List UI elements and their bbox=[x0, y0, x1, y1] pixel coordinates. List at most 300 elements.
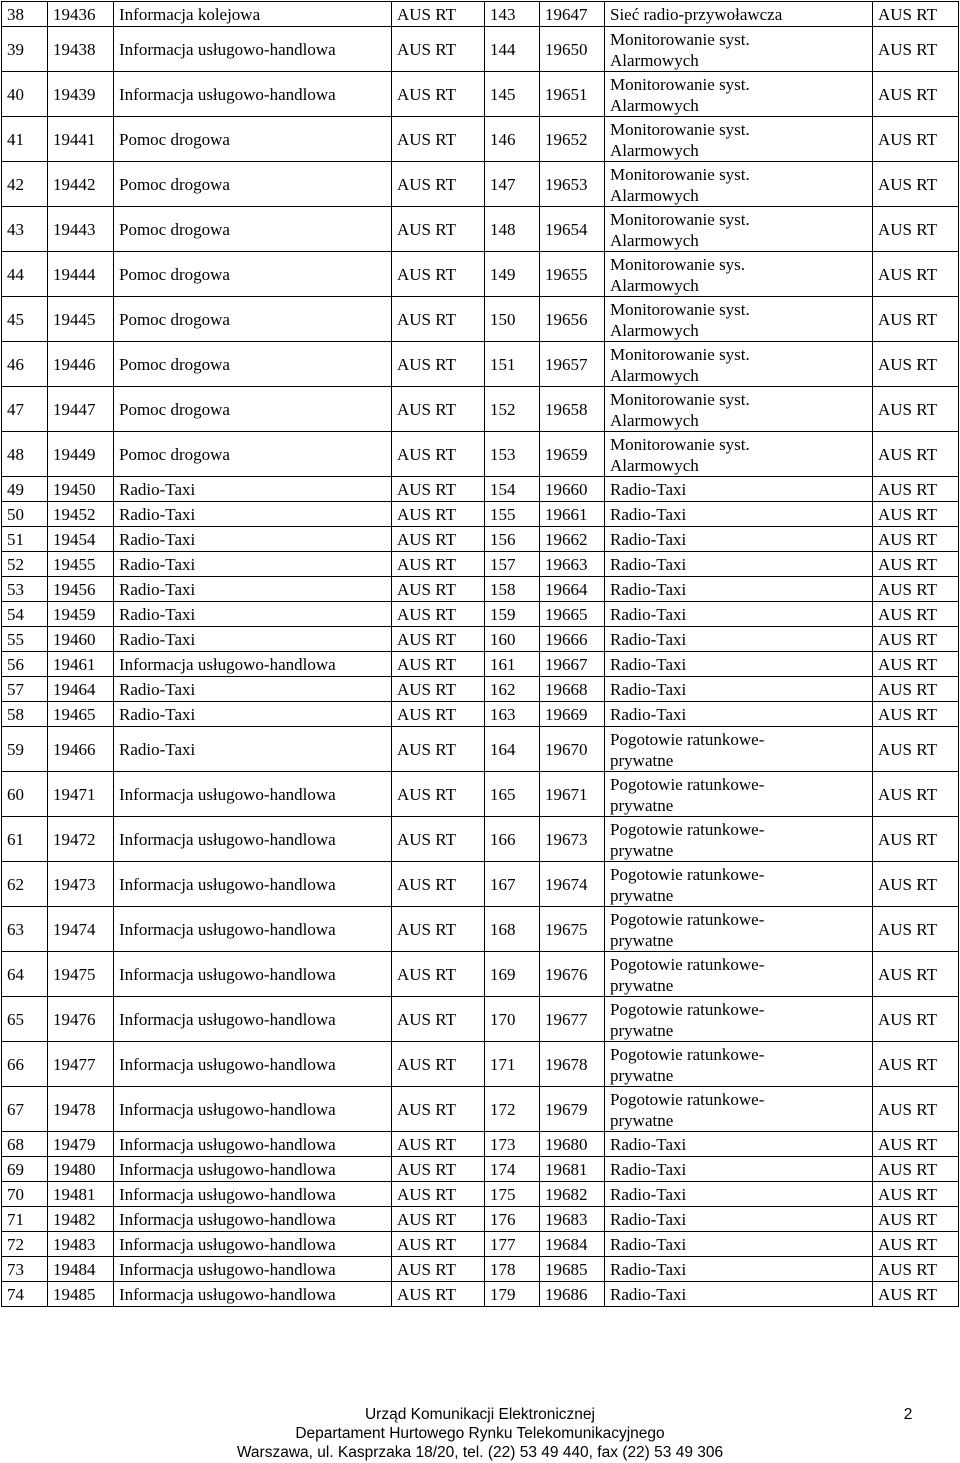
right-operator: AUS RT bbox=[873, 387, 959, 432]
left-number-code: 19452 bbox=[48, 502, 114, 527]
service-name-line: Pogotowie ratunkowe- bbox=[610, 775, 765, 794]
service-name-line: Monitorowanie syst. bbox=[610, 390, 750, 409]
right-operator: AUS RT bbox=[873, 577, 959, 602]
right-number-code: 19651 bbox=[540, 72, 605, 117]
table-row bbox=[2, 1087, 959, 1132]
right-row-number: 155 bbox=[485, 502, 540, 527]
table-row bbox=[2, 477, 959, 502]
left-row-number: 65 bbox=[2, 997, 48, 1042]
table-row bbox=[2, 1282, 959, 1307]
left-number-code: 19466 bbox=[48, 727, 114, 772]
right-operator: AUS RT bbox=[873, 1232, 959, 1257]
table-row bbox=[2, 602, 959, 627]
right-row-number: 165 bbox=[485, 772, 540, 817]
left-operator: AUS RT bbox=[392, 297, 485, 342]
right-row-number: 156 bbox=[485, 527, 540, 552]
table-row bbox=[2, 1257, 959, 1282]
right-row-number: 166 bbox=[485, 817, 540, 862]
left-row-number: 45 bbox=[2, 297, 48, 342]
service-name-line: Monitorowanie syst. bbox=[610, 300, 750, 319]
right-operator: AUS RT bbox=[873, 1157, 959, 1182]
right-number-code: 19666 bbox=[540, 627, 605, 652]
table-row bbox=[2, 1232, 959, 1257]
left-service-name: Pomoc drogowa bbox=[114, 297, 392, 342]
service-name-line: Monitorowanie syst. bbox=[610, 345, 750, 364]
left-service-name: Radio-Taxi bbox=[114, 627, 392, 652]
right-operator: AUS RT bbox=[873, 817, 959, 862]
right-row-number: 170 bbox=[485, 997, 540, 1042]
footer-department: Departament Hurtowego Rynku Telekomunikacyjnego bbox=[295, 1425, 665, 1442]
service-name-line: Radio-Taxi bbox=[610, 604, 687, 624]
left-service-name: Informacja usługowo-handlowa bbox=[114, 997, 392, 1042]
table-row bbox=[2, 1157, 959, 1182]
right-row-number: 146 bbox=[485, 117, 540, 162]
service-name-line: prywatne bbox=[610, 841, 674, 860]
table-row bbox=[2, 1042, 959, 1087]
left-service-name: Pomoc drogowa bbox=[114, 117, 392, 162]
left-number-code: 19464 bbox=[48, 677, 114, 702]
table-row bbox=[2, 2, 959, 27]
left-operator: AUS RT bbox=[392, 652, 485, 677]
left-row-number: 41 bbox=[2, 117, 48, 162]
table-row bbox=[2, 727, 959, 772]
right-number-code: 19661 bbox=[540, 502, 605, 527]
left-row-number: 74 bbox=[2, 1282, 48, 1307]
left-service-name: Informacja usługowo-handlowa bbox=[114, 907, 392, 952]
right-operator: AUS RT bbox=[873, 1257, 959, 1282]
left-number-code: 19454 bbox=[48, 527, 114, 552]
table-row bbox=[2, 297, 959, 342]
left-service-name: Informacja usługowo-handlowa bbox=[114, 1087, 392, 1132]
left-operator: AUS RT bbox=[392, 862, 485, 907]
left-row-number: 63 bbox=[2, 907, 48, 952]
right-operator: AUS RT bbox=[873, 952, 959, 997]
left-number-code: 19476 bbox=[48, 997, 114, 1042]
right-operator: AUS RT bbox=[873, 1207, 959, 1232]
service-name-line: Radio-Taxi bbox=[610, 679, 687, 699]
right-number-code: 19670 bbox=[540, 727, 605, 772]
footer-office-name: Urząd Komunikacji Elektronicznej bbox=[364, 1406, 595, 1423]
left-row-number: 55 bbox=[2, 627, 48, 652]
right-service-name bbox=[605, 502, 873, 527]
right-operator: AUS RT bbox=[873, 162, 959, 207]
right-service-name bbox=[605, 952, 873, 997]
right-number-code: 19683 bbox=[540, 1207, 605, 1232]
right-row-number: 164 bbox=[485, 727, 540, 772]
right-row-number: 163 bbox=[485, 702, 540, 727]
right-row-number: 161 bbox=[485, 652, 540, 677]
page-footer bbox=[0, 1405, 960, 1462]
left-service-name: Radio-Taxi bbox=[114, 677, 392, 702]
left-row-number: 58 bbox=[2, 702, 48, 727]
right-row-number: 157 bbox=[485, 552, 540, 577]
left-row-number: 48 bbox=[2, 432, 48, 477]
left-number-code: 19442 bbox=[48, 162, 114, 207]
table-row bbox=[2, 1132, 959, 1157]
service-name-line: Radio-Taxi bbox=[610, 579, 687, 599]
left-row-number: 72 bbox=[2, 1232, 48, 1257]
left-number-code: 19439 bbox=[48, 72, 114, 117]
service-name-line: Radio-Taxi bbox=[610, 1259, 687, 1279]
left-row-number: 69 bbox=[2, 1157, 48, 1182]
right-service-name bbox=[605, 772, 873, 817]
left-operator: AUS RT bbox=[392, 627, 485, 652]
left-operator: AUS RT bbox=[392, 1282, 485, 1307]
table-row bbox=[2, 527, 959, 552]
right-row-number: 154 bbox=[485, 477, 540, 502]
service-name-line: Alarmowych bbox=[610, 411, 699, 430]
table-row bbox=[2, 27, 959, 72]
right-number-code: 19656 bbox=[540, 297, 605, 342]
left-row-number: 56 bbox=[2, 652, 48, 677]
right-number-code: 19675 bbox=[540, 907, 605, 952]
right-row-number: 150 bbox=[485, 297, 540, 342]
service-name-line: Pogotowie ratunkowe- bbox=[610, 955, 765, 974]
left-number-code: 19459 bbox=[48, 602, 114, 627]
right-number-code: 19674 bbox=[540, 862, 605, 907]
service-name-line: Pogotowie ratunkowe- bbox=[610, 1090, 765, 1109]
right-service-name bbox=[605, 1282, 873, 1307]
left-row-number: 42 bbox=[2, 162, 48, 207]
left-service-name: Informacja usługowo-handlowa bbox=[114, 1182, 392, 1207]
right-row-number: 153 bbox=[485, 432, 540, 477]
right-operator: AUS RT bbox=[873, 652, 959, 677]
left-operator: AUS RT bbox=[392, 477, 485, 502]
left-service-name: Informacja usługowo-handlowa bbox=[114, 1257, 392, 1282]
right-service-name bbox=[605, 342, 873, 387]
right-row-number: 143 bbox=[485, 2, 540, 27]
right-operator: AUS RT bbox=[873, 252, 959, 297]
right-service-name bbox=[605, 1132, 873, 1157]
right-service-name bbox=[605, 27, 873, 72]
left-operator: AUS RT bbox=[392, 72, 485, 117]
right-operator: AUS RT bbox=[873, 1282, 959, 1307]
right-number-code: 19664 bbox=[540, 577, 605, 602]
right-row-number: 174 bbox=[485, 1157, 540, 1182]
service-name-line: Alarmowych bbox=[610, 321, 699, 340]
right-number-code: 19663 bbox=[540, 552, 605, 577]
right-operator: AUS RT bbox=[873, 727, 959, 772]
right-number-code: 19653 bbox=[540, 162, 605, 207]
right-operator: AUS RT bbox=[873, 1087, 959, 1132]
left-row-number: 44 bbox=[2, 252, 48, 297]
right-service-name bbox=[605, 1087, 873, 1132]
right-service-name bbox=[605, 1182, 873, 1207]
left-number-code: 19471 bbox=[48, 772, 114, 817]
table-row bbox=[2, 652, 959, 677]
footer-address: Warszawa, ul. Kasprzaka 18/20, tel. (22) 53 49 440, fax (22) 53 49 306 bbox=[236, 1444, 724, 1461]
service-name-line: Radio-Taxi bbox=[610, 504, 687, 524]
table-row bbox=[2, 162, 959, 207]
right-row-number: 144 bbox=[485, 27, 540, 72]
right-operator: AUS RT bbox=[873, 552, 959, 577]
left-service-name: Informacja usługowo-handlowa bbox=[114, 72, 392, 117]
table-row bbox=[2, 627, 959, 652]
right-operator: AUS RT bbox=[873, 342, 959, 387]
left-service-name: Radio-Taxi bbox=[114, 702, 392, 727]
left-row-number: 47 bbox=[2, 387, 48, 432]
service-name-line: Pogotowie ratunkowe- bbox=[610, 910, 765, 929]
left-operator: AUS RT bbox=[392, 387, 485, 432]
right-row-number: 160 bbox=[485, 627, 540, 652]
table-row bbox=[2, 432, 959, 477]
service-name-line: Monitorowanie syst. bbox=[610, 165, 750, 184]
service-name-line: Radio-Taxi bbox=[610, 1284, 687, 1304]
right-number-code: 19679 bbox=[540, 1087, 605, 1132]
left-service-name: Radio-Taxi bbox=[114, 552, 392, 577]
right-row-number: 152 bbox=[485, 387, 540, 432]
right-row-number: 176 bbox=[485, 1207, 540, 1232]
left-number-code: 19484 bbox=[48, 1257, 114, 1282]
right-service-name bbox=[605, 162, 873, 207]
right-row-number: 178 bbox=[485, 1257, 540, 1282]
right-row-number: 168 bbox=[485, 907, 540, 952]
right-number-code: 19686 bbox=[540, 1282, 605, 1307]
right-row-number: 177 bbox=[485, 1232, 540, 1257]
left-service-name: Radio-Taxi bbox=[114, 727, 392, 772]
left-number-code: 19465 bbox=[48, 702, 114, 727]
service-name-line: Alarmowych bbox=[610, 456, 699, 475]
service-name-line: prywatne bbox=[610, 931, 674, 950]
right-operator: AUS RT bbox=[873, 1182, 959, 1207]
left-operator: AUS RT bbox=[392, 207, 485, 252]
left-operator: AUS RT bbox=[392, 2, 485, 27]
right-operator: AUS RT bbox=[873, 527, 959, 552]
left-service-name: Informacja usługowo-handlowa bbox=[114, 952, 392, 997]
left-number-code: 19477 bbox=[48, 1042, 114, 1087]
right-row-number: 173 bbox=[485, 1132, 540, 1157]
left-number-code: 19455 bbox=[48, 552, 114, 577]
left-operator: AUS RT bbox=[392, 727, 485, 772]
service-name-line: Monitorowanie syst. bbox=[610, 75, 750, 94]
right-row-number: 162 bbox=[485, 677, 540, 702]
table-row bbox=[2, 1182, 959, 1207]
service-name-line: Pogotowie ratunkowe- bbox=[610, 1000, 765, 1019]
table-row bbox=[2, 252, 959, 297]
left-number-code: 19473 bbox=[48, 862, 114, 907]
left-service-name: Radio-Taxi bbox=[114, 527, 392, 552]
left-service-name: Pomoc drogowa bbox=[114, 252, 392, 297]
right-service-name bbox=[605, 602, 873, 627]
right-service-name bbox=[605, 552, 873, 577]
service-name-line: Pogotowie ratunkowe- bbox=[610, 730, 765, 749]
service-name-line: prywatne bbox=[610, 751, 674, 770]
left-row-number: 38 bbox=[2, 2, 48, 27]
right-number-code: 19671 bbox=[540, 772, 605, 817]
left-row-number: 53 bbox=[2, 577, 48, 602]
right-service-name bbox=[605, 862, 873, 907]
left-number-code: 19449 bbox=[48, 432, 114, 477]
service-name-line: Alarmowych bbox=[610, 231, 699, 250]
left-service-name: Radio-Taxi bbox=[114, 602, 392, 627]
right-service-name bbox=[605, 527, 873, 552]
table-row bbox=[2, 207, 959, 252]
left-operator: AUS RT bbox=[392, 1207, 485, 1232]
right-service-name bbox=[605, 117, 873, 162]
left-service-name: Pomoc drogowa bbox=[114, 162, 392, 207]
left-number-code: 19479 bbox=[48, 1132, 114, 1157]
left-operator: AUS RT bbox=[392, 907, 485, 952]
right-number-code: 19681 bbox=[540, 1157, 605, 1182]
left-operator: AUS RT bbox=[392, 552, 485, 577]
left-number-code: 19441 bbox=[48, 117, 114, 162]
right-service-name bbox=[605, 702, 873, 727]
left-service-name: Radio-Taxi bbox=[114, 577, 392, 602]
right-service-name bbox=[605, 1042, 873, 1087]
right-number-code: 19667 bbox=[540, 652, 605, 677]
right-operator: AUS RT bbox=[873, 117, 959, 162]
left-service-name: Informacja usługowo-handlowa bbox=[114, 1282, 392, 1307]
right-operator: AUS RT bbox=[873, 72, 959, 117]
right-operator: AUS RT bbox=[873, 677, 959, 702]
service-name-line: Radio-Taxi bbox=[610, 479, 687, 499]
left-number-code: 19483 bbox=[48, 1232, 114, 1257]
service-name-line: Pogotowie ratunkowe- bbox=[610, 865, 765, 884]
left-number-code: 19436 bbox=[48, 2, 114, 27]
left-row-number: 70 bbox=[2, 1182, 48, 1207]
left-service-name: Informacja usługowo-handlowa bbox=[114, 1132, 392, 1157]
right-service-name bbox=[605, 677, 873, 702]
left-row-number: 68 bbox=[2, 1132, 48, 1157]
left-operator: AUS RT bbox=[392, 1132, 485, 1157]
right-service-name bbox=[605, 297, 873, 342]
table-row bbox=[2, 577, 959, 602]
left-operator: AUS RT bbox=[392, 577, 485, 602]
right-row-number: 167 bbox=[485, 862, 540, 907]
right-number-code: 19659 bbox=[540, 432, 605, 477]
right-service-name bbox=[605, 652, 873, 677]
service-name-line: Pogotowie ratunkowe- bbox=[610, 820, 765, 839]
right-row-number: 147 bbox=[485, 162, 540, 207]
left-operator: AUS RT bbox=[392, 677, 485, 702]
service-name-line: Radio-Taxi bbox=[610, 1159, 687, 1179]
table-row bbox=[2, 907, 959, 952]
left-row-number: 43 bbox=[2, 207, 48, 252]
table-row bbox=[2, 342, 959, 387]
service-name-line: Radio-Taxi bbox=[610, 1134, 687, 1154]
left-number-code: 19450 bbox=[48, 477, 114, 502]
left-number-code: 19482 bbox=[48, 1207, 114, 1232]
left-operator: AUS RT bbox=[392, 817, 485, 862]
right-number-code: 19673 bbox=[540, 817, 605, 862]
left-service-name: Informacja usługowo-handlowa bbox=[114, 652, 392, 677]
left-operator: AUS RT bbox=[392, 602, 485, 627]
number-assignment-table bbox=[1, 1, 959, 1307]
right-row-number: 145 bbox=[485, 72, 540, 117]
left-number-code: 19472 bbox=[48, 817, 114, 862]
service-name-line: Alarmowych bbox=[610, 141, 699, 160]
right-service-name bbox=[605, 627, 873, 652]
right-number-code: 19660 bbox=[540, 477, 605, 502]
left-service-name: Pomoc drogowa bbox=[114, 432, 392, 477]
right-number-code: 19684 bbox=[540, 1232, 605, 1257]
right-number-code: 19678 bbox=[540, 1042, 605, 1087]
table-row bbox=[2, 502, 959, 527]
left-service-name: Informacja usługowo-handlowa bbox=[114, 27, 392, 72]
right-number-code: 19662 bbox=[540, 527, 605, 552]
right-number-code: 19647 bbox=[540, 2, 605, 27]
right-number-code: 19682 bbox=[540, 1182, 605, 1207]
right-operator: AUS RT bbox=[873, 2, 959, 27]
left-operator: AUS RT bbox=[392, 527, 485, 552]
service-name-line: Alarmowych bbox=[610, 366, 699, 385]
left-operator: AUS RT bbox=[392, 252, 485, 297]
right-number-code: 19665 bbox=[540, 602, 605, 627]
service-name-line: prywatne bbox=[610, 976, 674, 995]
right-service-name bbox=[605, 817, 873, 862]
service-name-line: Radio-Taxi bbox=[610, 1184, 687, 1204]
left-number-code: 19485 bbox=[48, 1282, 114, 1307]
left-number-code: 19481 bbox=[48, 1182, 114, 1207]
right-number-code: 19668 bbox=[540, 677, 605, 702]
right-service-name bbox=[605, 1232, 873, 1257]
left-service-name: Pomoc drogowa bbox=[114, 387, 392, 432]
table-row bbox=[2, 952, 959, 997]
right-service-name bbox=[605, 432, 873, 477]
service-name-line: Monitorowanie sys. bbox=[610, 255, 746, 274]
left-row-number: 46 bbox=[2, 342, 48, 387]
service-name-line: Radio-Taxi bbox=[610, 529, 687, 549]
right-row-number: 179 bbox=[485, 1282, 540, 1307]
right-service-name bbox=[605, 907, 873, 952]
left-number-code: 19456 bbox=[48, 577, 114, 602]
table-row bbox=[2, 387, 959, 432]
left-operator: AUS RT bbox=[392, 1232, 485, 1257]
left-service-name: Informacja usługowo-handlowa bbox=[114, 772, 392, 817]
left-row-number: 51 bbox=[2, 527, 48, 552]
right-operator: AUS RT bbox=[873, 207, 959, 252]
left-number-code: 19460 bbox=[48, 627, 114, 652]
service-name-line: Radio-Taxi bbox=[610, 654, 687, 674]
right-row-number: 159 bbox=[485, 602, 540, 627]
left-operator: AUS RT bbox=[392, 502, 485, 527]
service-name-line: Alarmowych bbox=[610, 96, 699, 115]
right-number-code: 19676 bbox=[540, 952, 605, 997]
left-number-code: 19480 bbox=[48, 1157, 114, 1182]
left-operator: AUS RT bbox=[392, 702, 485, 727]
left-row-number: 64 bbox=[2, 952, 48, 997]
left-row-number: 49 bbox=[2, 477, 48, 502]
right-number-code: 19652 bbox=[540, 117, 605, 162]
right-number-code: 19655 bbox=[540, 252, 605, 297]
left-operator: AUS RT bbox=[392, 1257, 485, 1282]
left-row-number: 73 bbox=[2, 1257, 48, 1282]
right-number-code: 19657 bbox=[540, 342, 605, 387]
right-number-code: 19654 bbox=[540, 207, 605, 252]
right-operator: AUS RT bbox=[873, 297, 959, 342]
right-row-number: 175 bbox=[485, 1182, 540, 1207]
left-operator: AUS RT bbox=[392, 1087, 485, 1132]
right-row-number: 151 bbox=[485, 342, 540, 387]
left-operator: AUS RT bbox=[392, 1157, 485, 1182]
service-name-line: prywatne bbox=[610, 886, 674, 905]
left-service-name: Informacja kolejowa bbox=[114, 2, 392, 27]
left-operator: AUS RT bbox=[392, 432, 485, 477]
left-row-number: 40 bbox=[2, 72, 48, 117]
service-name-line: Radio-Taxi bbox=[610, 554, 687, 574]
right-number-code: 19669 bbox=[540, 702, 605, 727]
right-operator: AUS RT bbox=[873, 602, 959, 627]
left-service-name: Informacja usługowo-handlowa bbox=[114, 862, 392, 907]
left-service-name: Radio-Taxi bbox=[114, 502, 392, 527]
right-operator: AUS RT bbox=[873, 907, 959, 952]
right-service-name bbox=[605, 997, 873, 1042]
table-row bbox=[2, 677, 959, 702]
left-row-number: 52 bbox=[2, 552, 48, 577]
service-name-line: Alarmowych bbox=[610, 276, 699, 295]
right-operator: AUS RT bbox=[873, 432, 959, 477]
left-service-name: Radio-Taxi bbox=[114, 477, 392, 502]
